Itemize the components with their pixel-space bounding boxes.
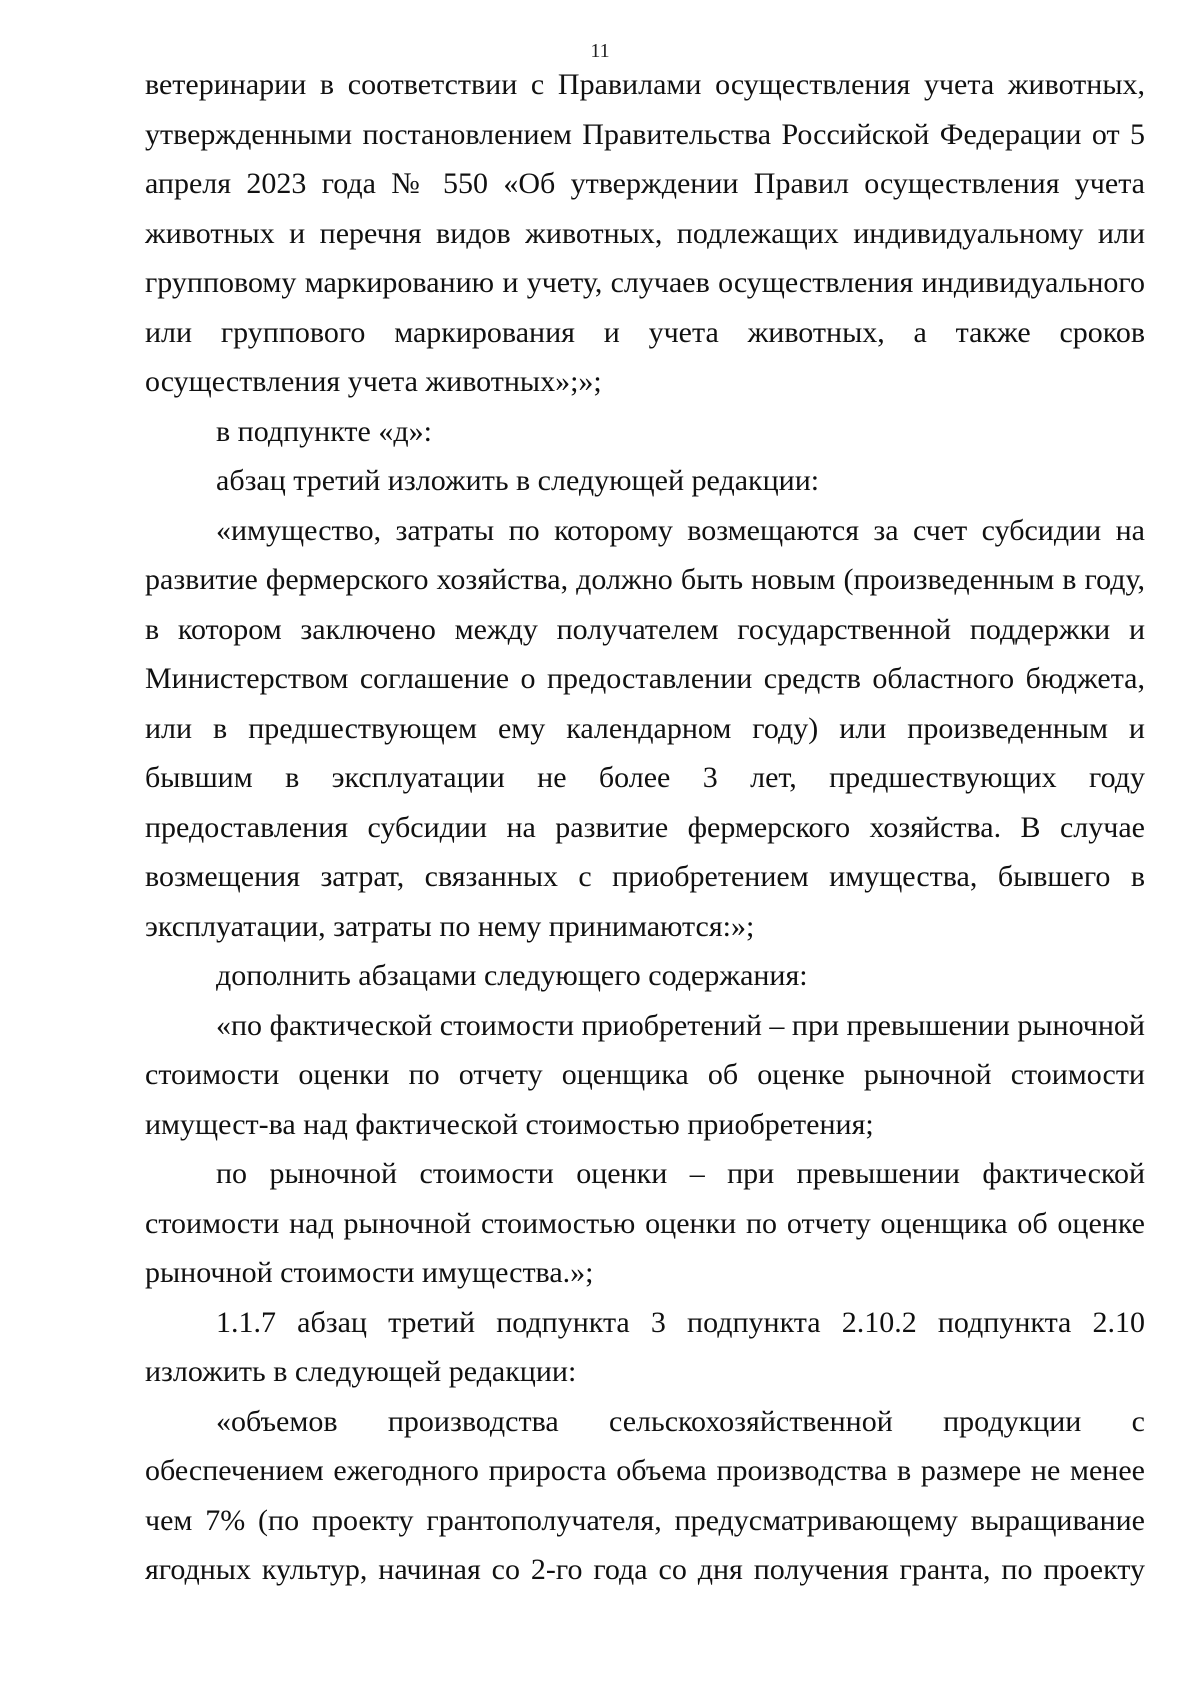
paragraph-production-volumes: «объемов производства сельскохозяйственной продукции с обеспечением ежегодного прироста объема производства в размере не менее чем 7% (по проекту грантополучателя, предусматривающему выращивание ягодных культур, начиная со 2-го года со дня получения гранта, по проекту <box>145 1404 1145 1586</box>
paragraph-subpoint-d: в подпункте «д»: <box>216 414 432 448</box>
paragraph-continuation: ветеринарии в соответствии с Правилами осуществления учета животных, утвержденными постановлением Правительства Российской Федерации от 5 апреля 2023 года № 550 «Об утверждении Правил осуществления учета животных и перечня видов животных, подлежащих индивидуальному или групповому маркированию и учету, случаев осуществления индивидуального или группового маркирования и учета животных, а также сроков осуществления учета животных»;»; <box>145 68 1145 398</box>
paragraph-market-cost: по рыночной стоимости оценки – при превышении фактической стоимости над рыночной стоимостью оценки по отчету оценщика об оценке рыночной стоимости имущества.»; <box>145 1157 1145 1289</box>
page-number: 11 <box>590 40 610 62</box>
paragraph-property-quote: «имущество, затраты по которому возмещаются за счет субсидии на развитие фермерского хозяйства, должно быть новым (произведенным в году, в котором заключено между получателем государственной поддержки и Министерством соглашение о предоставлении средств областного бюджета, или в предшествующем ему календарном году) или произведенным и бывшим в эксплуатации не более 3 лет, предшествующих году предоставления субсидии на развитие фермерского хозяйства. В случае возмещения затрат, связанных с приобретением имущества, бывшего в эксплуатации, затраты по нему принимаются:»; <box>145 513 1145 943</box>
paragraph-actual-cost: «по фактической стоимости приобретений – при превышении рыночной стоимости оценки по отчету оценщика об оценке рыночной стоимости имущест-ва над фактической стоимостью приобретения; <box>145 1008 1145 1141</box>
paragraph-clause-1-1-7: 1.1.7 абзац третий подпункта 3 подпункта 2.10.2 подпункта 2.10 изложить в следующей редакции: <box>145 1305 1145 1388</box>
document-body <box>145 60 1145 1595</box>
paragraph-third-abzac: абзац третий изложить в следующей редакции: <box>216 464 820 497</box>
paragraph-supplement: дополнить абзацами следующего содержания: <box>216 959 808 992</box>
